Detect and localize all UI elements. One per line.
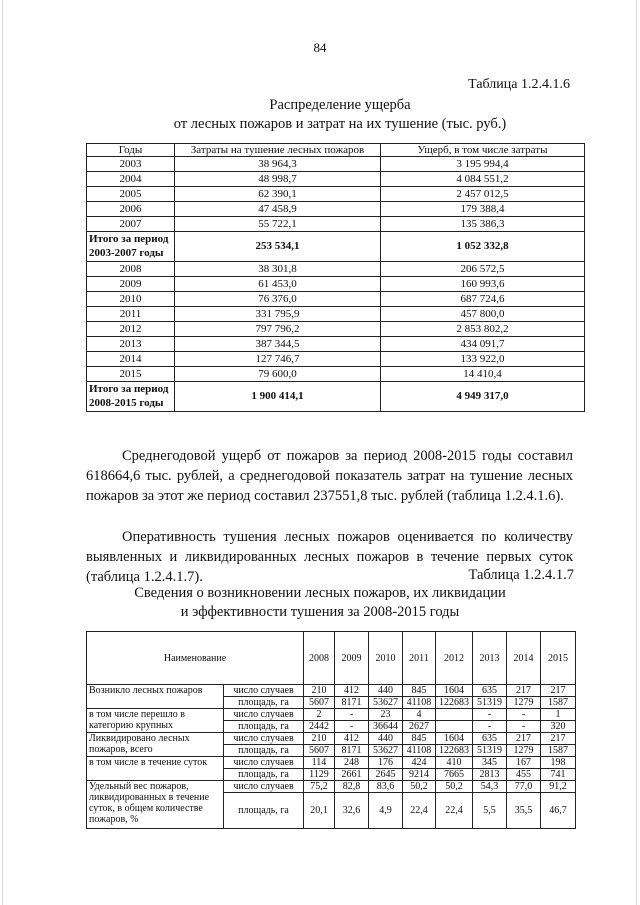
year-cell: 2008 [87,262,175,277]
cost-cell: 48 998,7 [175,172,381,187]
value-cell: 4 [403,709,436,721]
page-number: 84 [313,40,327,55]
year-cell: 2003 [87,157,175,172]
cost-cell: 331 795,9 [175,307,381,322]
value-cell: 412 [335,733,369,745]
value-cell: 217 [507,685,541,697]
cost-cell: 797 796,2 [175,322,381,337]
year-cell: 2004 [87,172,175,187]
cost-cell: 127 746,7 [175,352,381,367]
table-row [87,217,585,232]
table-row [87,337,585,352]
value-cell: - [507,709,541,721]
value-cell: 122683 [436,745,473,757]
cost-cell: 47 458,9 [175,202,381,217]
group-name-cell: в том числе перешло в категорию крупных [87,709,224,733]
fires-table [86,631,576,829]
table-row [87,685,576,697]
value-cell: - [507,721,541,733]
value-cell: 50,2 [403,781,436,793]
value-cell: 1587 [541,745,576,757]
year-cell: 2007 [87,217,175,232]
value-cell: 22,4 [403,793,436,829]
total-cost: 1 900 414,1 [175,382,381,412]
damage-cell: 457 800,0 [381,307,585,322]
value-cell: 248 [335,757,369,769]
total-label: Итого за период 2008-2015 годы [87,382,175,412]
value-cell: - [335,709,369,721]
value-cell: 41108 [403,697,436,709]
value-cell: 9214 [403,769,436,781]
value-cell: 50,2 [436,781,473,793]
value-cell: 23 [369,709,403,721]
year-cell: 2012 [87,322,175,337]
value-cell: - [335,721,369,733]
header-cell: Годы [87,144,175,157]
value-cell: 75,2 [304,781,335,793]
value-cell: 41108 [403,745,436,757]
value-cell: 122683 [436,697,473,709]
year-cell: 2015 [87,367,175,382]
value-cell: 8171 [335,697,369,709]
value-cell: 1129 [304,769,335,781]
table-row [87,277,585,292]
value-cell: 412 [335,685,369,697]
total-row-2008-2015 [87,382,585,412]
value-cell: 210 [304,733,335,745]
value-cell: 5607 [304,745,335,757]
damage-cell: 133 922,0 [381,352,585,367]
value-cell: 2661 [335,769,369,781]
value-cell: - [473,721,507,733]
value-cell: 167 [507,757,541,769]
table1-label: Таблица 1.2.4.1.6 [468,77,570,92]
value-cell: 5,5 [473,793,507,829]
cost-cell: 38 964,3 [175,157,381,172]
value-cell: 22,4 [436,793,473,829]
total-damage: 4 949 317,0 [381,382,585,412]
damage-cell: 14 410,4 [381,367,585,382]
damage-cell: 2 853 802,2 [381,322,585,337]
damage-cell: 179 388,4 [381,202,585,217]
value-cell: 32,6 [335,793,369,829]
value-cell: 36644 [369,721,403,733]
value-cell: 217 [541,685,576,697]
cost-cell: 38 301,8 [175,262,381,277]
metric-cell: число случаев [224,757,304,769]
damage-cell: 135 386,3 [381,217,585,232]
metric-cell: площадь, га [224,697,304,709]
damage-cell: 206 572,5 [381,262,585,277]
value-cell: 35,5 [507,793,541,829]
value-cell: 7665 [436,769,473,781]
value-cell: 210 [304,685,335,697]
value-cell: 2 [304,709,335,721]
damage-cell: 160 993,6 [381,277,585,292]
table1-title-line2: от лесных пожаров и затрат на их тушение (тыс. руб.) [173,116,507,132]
metric-cell: число случаев [224,781,304,793]
value-cell: 217 [541,733,576,745]
damage-table [86,143,585,412]
table-row [87,322,585,337]
header-year-cell: 2011 [403,632,436,685]
value-cell: 4,9 [369,793,403,829]
table-row [87,172,585,187]
metric-cell: число случаев [224,709,304,721]
year-cell: 2010 [87,292,175,307]
year-cell: 2011 [87,307,175,322]
value-cell: 440 [369,685,403,697]
value-cell: 82,8 [335,781,369,793]
value-cell: 51319 [473,697,507,709]
header-year-cell: 2012 [436,632,473,685]
cost-cell: 62 390,1 [175,187,381,202]
value-cell: 1279 [507,745,541,757]
value-cell: 198 [541,757,576,769]
value-cell: 91,2 [541,781,576,793]
value-cell: 635 [473,685,507,697]
header-name-cell: Наименование [87,632,304,685]
table1-title [60,96,620,134]
metric-cell: площадь, га [224,793,304,829]
total-row-2003-2007 [87,232,585,262]
year-cell: 2005 [87,187,175,202]
metric-cell: площадь, га [224,769,304,781]
damage-cell: 687 724,6 [381,292,585,307]
table1-title-line1: Распределение ущерба [269,97,411,113]
table-row [87,367,585,382]
value-cell: 845 [403,685,436,697]
value-cell: 5607 [304,697,335,709]
table-row [87,307,585,322]
header-year-cell: 2013 [473,632,507,685]
page-edge-left [2,0,3,905]
cost-cell: 76 376,0 [175,292,381,307]
total-cost: 253 534,1 [175,232,381,262]
damage-cell: 2 457 012,5 [381,187,585,202]
value-cell: 46,7 [541,793,576,829]
value-cell: 410 [436,757,473,769]
value-cell: 1279 [507,697,541,709]
total-damage: 1 052 332,8 [381,232,585,262]
value-cell: 424 [403,757,436,769]
cost-cell: 61 453,0 [175,277,381,292]
table-row [87,709,576,721]
value-cell: 440 [369,733,403,745]
damage-table-header-row [87,144,585,157]
value-cell: 345 [473,757,507,769]
value-cell: 20,1 [304,793,335,829]
cost-cell: 79 600,0 [175,367,381,382]
value-cell: - [473,709,507,721]
page-edge-right [636,0,637,905]
value-cell: 1587 [541,697,576,709]
year-cell: 2013 [87,337,175,352]
value-cell: 54,3 [473,781,507,793]
damage-cell: 434 091,7 [381,337,585,352]
table-row [87,292,585,307]
paragraph-efficiency: Оперативность тушения лесных пожаров оценивается по количеству выявленных и ликвидированных лесных пожаров в течение первых суток (таблица 1.2.4.1.7). [86,529,573,585]
year-cell: 2009 [87,277,175,292]
table2-label: Таблица 1.2.4.1.7 [468,567,574,583]
paragraph-avg-damage: Среднегодовой ущерб от пожаров за период 2008-2015 годы составил 618664,6 тыс. рублей, а среднегодовой показатель затрат на тушение лесных пожаров за этот же период составил 237551,8 тыс. рублей (таблица 1.2.4.1.6). [86,448,573,504]
damage-cell: 4 084 551,2 [381,172,585,187]
cost-cell: 387 344,5 [175,337,381,352]
table-row [87,157,585,172]
value-cell [436,721,473,733]
value-cell: 845 [403,733,436,745]
value-cell: 635 [473,733,507,745]
table-row [87,187,585,202]
value-cell: 51319 [473,745,507,757]
year-cell: 2006 [87,202,175,217]
table-row [87,781,576,793]
header-cell: Затраты на тушение лесных пожаров [175,144,381,157]
value-cell: 455 [507,769,541,781]
value-cell: 8171 [335,745,369,757]
value-cell: 1604 [436,733,473,745]
header-year-cell: 2009 [335,632,369,685]
header-cell: Ущерб, в том числе затраты [381,144,585,157]
header-year-cell: 2014 [507,632,541,685]
table2-title-line2: и эффективности тушения за 2008-2015 годы [180,604,460,620]
group-name-cell: Возникло лесных пожаров [87,685,224,709]
metric-cell: площадь, га [224,745,304,757]
metric-cell: число случаев [224,685,304,697]
metric-cell: число случаев [224,733,304,745]
group-name-cell: в том числе в течение суток [87,757,224,781]
value-cell: 2627 [403,721,436,733]
table-row [87,352,585,367]
header-year-cell: 2010 [369,632,403,685]
value-cell: 53627 [369,745,403,757]
value-cell: 2813 [473,769,507,781]
cost-cell: 55 722,1 [175,217,381,232]
damage-cell: 3 195 994,4 [381,157,585,172]
value-cell [436,709,473,721]
table2-title-line1: Сведения о возникновении лесных пожаров, их ликвидации [134,585,506,601]
year-cell: 2014 [87,352,175,367]
fires-table-header-row [87,632,576,685]
total-label: Итого за период 2003-2007 годы [87,232,175,262]
table-row [87,733,576,745]
group-name-cell: Ликвидировано лесных пожаров, всего [87,733,224,757]
value-cell: 1604 [436,685,473,697]
value-cell: 2645 [369,769,403,781]
value-cell: 83,6 [369,781,403,793]
value-cell: 2442 [304,721,335,733]
group-name-cell: Удельный вес пожаров, ликвидированных в течение суток, в общем количестве пожаров, % [87,781,224,829]
value-cell: 1 [541,709,576,721]
value-cell: 114 [304,757,335,769]
table-row [87,757,576,769]
value-cell: 217 [507,733,541,745]
header-year-cell: 2015 [541,632,576,685]
value-cell: 53627 [369,697,403,709]
table2-title [40,584,600,622]
header-year-cell: 2008 [304,632,335,685]
table-row [87,202,585,217]
value-cell: 77,0 [507,781,541,793]
metric-cell: площадь, га [224,721,304,733]
value-cell: 320 [541,721,576,733]
table-row [87,262,585,277]
value-cell: 176 [369,757,403,769]
value-cell: 741 [541,769,576,781]
